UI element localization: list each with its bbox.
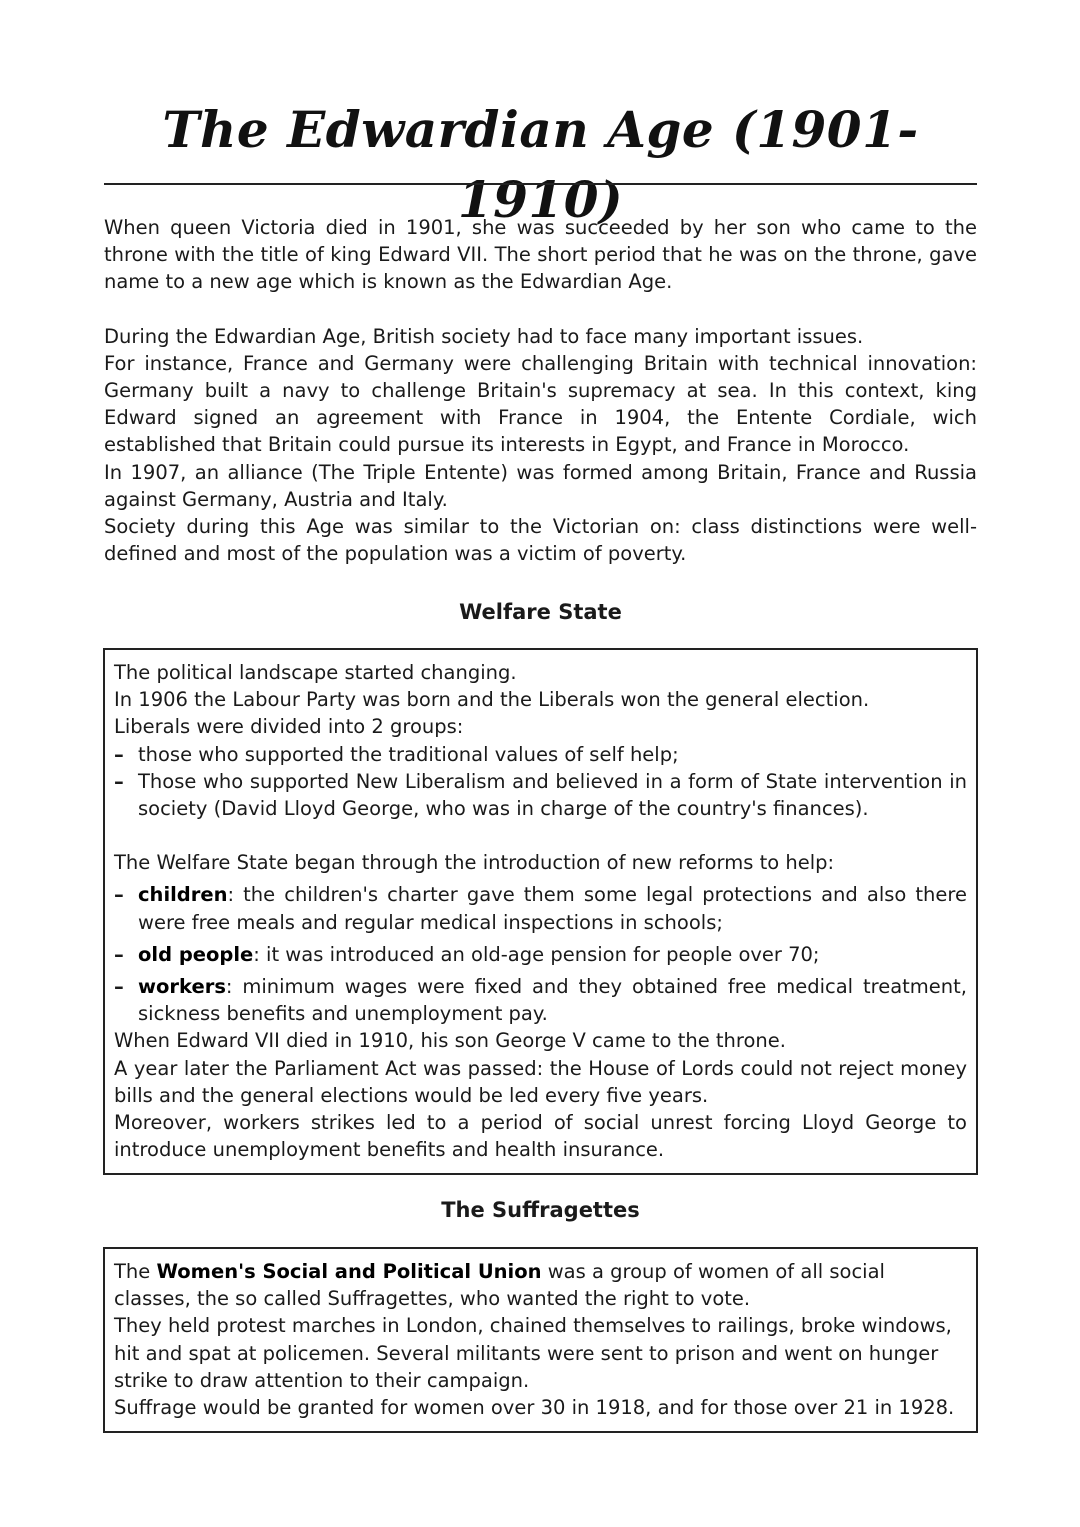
intro-section [104,214,977,567]
intro-paragraph-3: For instance, France and Germany were challenging Britain with technical innovation: Germany built a navy to challenge Britain's supremacy at sea. In this context, king Edward signed an agreement with France in 1904, the Entente Cordiale, wich established that Britain could pursue its interests in Egypt, and France in Morocco. [104,351,977,457]
suffragettes-line-3: Suffrage would be granted for women over 30 in 1918, and for those over 21 in 1928. [114,1396,955,1420]
suffragettes-heading: The Suffragettes [441,1198,640,1222]
reform-term: workers [138,975,226,999]
union-name: Women's Social and Political Union [156,1260,542,1283]
reforms-intro: The Welfare State began through the introduction of new reforms to help: [114,851,835,875]
suffragettes-line-2: They held protest marches in London, chained themselves to railings, broke windows, hit and spat at policemen. Several militants were sent to prison and went on hunger strike to draw attention to their campaign. [114,1314,952,1392]
welfare-line-4: When Edward VII died in 1910, his son George V came to the throne. [114,1029,786,1053]
intro-paragraph-1: When queen Victoria died in 1901, she was succeeded by her son who came to the throne with the title of king Edward VII. The short period that he was on the throne, gave name to a new age which is known as the Edwardian Age. [104,216,977,294]
reform-term: old people [138,942,254,966]
list-item [114,973,967,1027]
list-item: – those who supported the traditional values of self help; [114,741,967,768]
list-item [114,881,967,935]
intro-paragraph-5: Society during this Age was similar to the Victorian on: class distinctions were well-defined and most of the population was a victim of poverty. [104,515,977,566]
intro-paragraph-2: During the Edwardian Age, British society had to face many important issues. [104,324,864,348]
reform-text: : it was introduced an old-age pension for people over 70; [253,942,820,966]
suffragettes-box [103,1247,978,1433]
welfare-line-1: The political landscape started changing. [114,661,517,684]
title-divider [104,183,977,185]
reform-term: children [138,883,228,907]
welfare-line-5: A year later the Parliament Act was passed: the House of Lords could not reject money bills and the general elections would be led every five years. [114,1056,967,1107]
text-span: was a group of women of all social classes, the so called Suffragettes, who wanted the right to vote. [114,1260,885,1311]
welfare-line-6: Moreover, workers strikes led to a period of social unrest forcing Lloyd George to introduce unemployment benefits and health insurance. [114,1111,967,1162]
reforms-list [114,881,967,1027]
welfare-heading: Welfare State [459,600,622,624]
welfare-line-2: In 1906 the Labour Party was born and the Liberals won the general election. [114,688,870,712]
list-item: – Those who supported New Liberalism and believed in a form of State intervention in society (David Lloyd George, who was in charge of the country's finances). [114,768,967,822]
reform-text: : minimum wages were fixed and they obtained free medical treatment, sickness benefits and unemployment pay. [138,975,967,1026]
suffragettes-line-1 [114,1258,967,1312]
liberal-groups-list [114,741,967,823]
reform-text: : the children's charter gave them some legal protections and also there were free meals and regular medical inspections in schools; [138,883,967,934]
page-title: The Edwardian Age (1901-1910) [162,100,919,229]
welfare-box [103,648,978,1175]
intro-paragraph-4: In 1907, an alliance (The Triple Entente) was formed among Britain, France and Russia against Germany, Austria and Italy. [104,460,977,511]
welfare-line-3: Liberals were divided into 2 groups: [114,715,464,739]
text-span: The [114,1260,157,1283]
list-item [114,941,967,968]
